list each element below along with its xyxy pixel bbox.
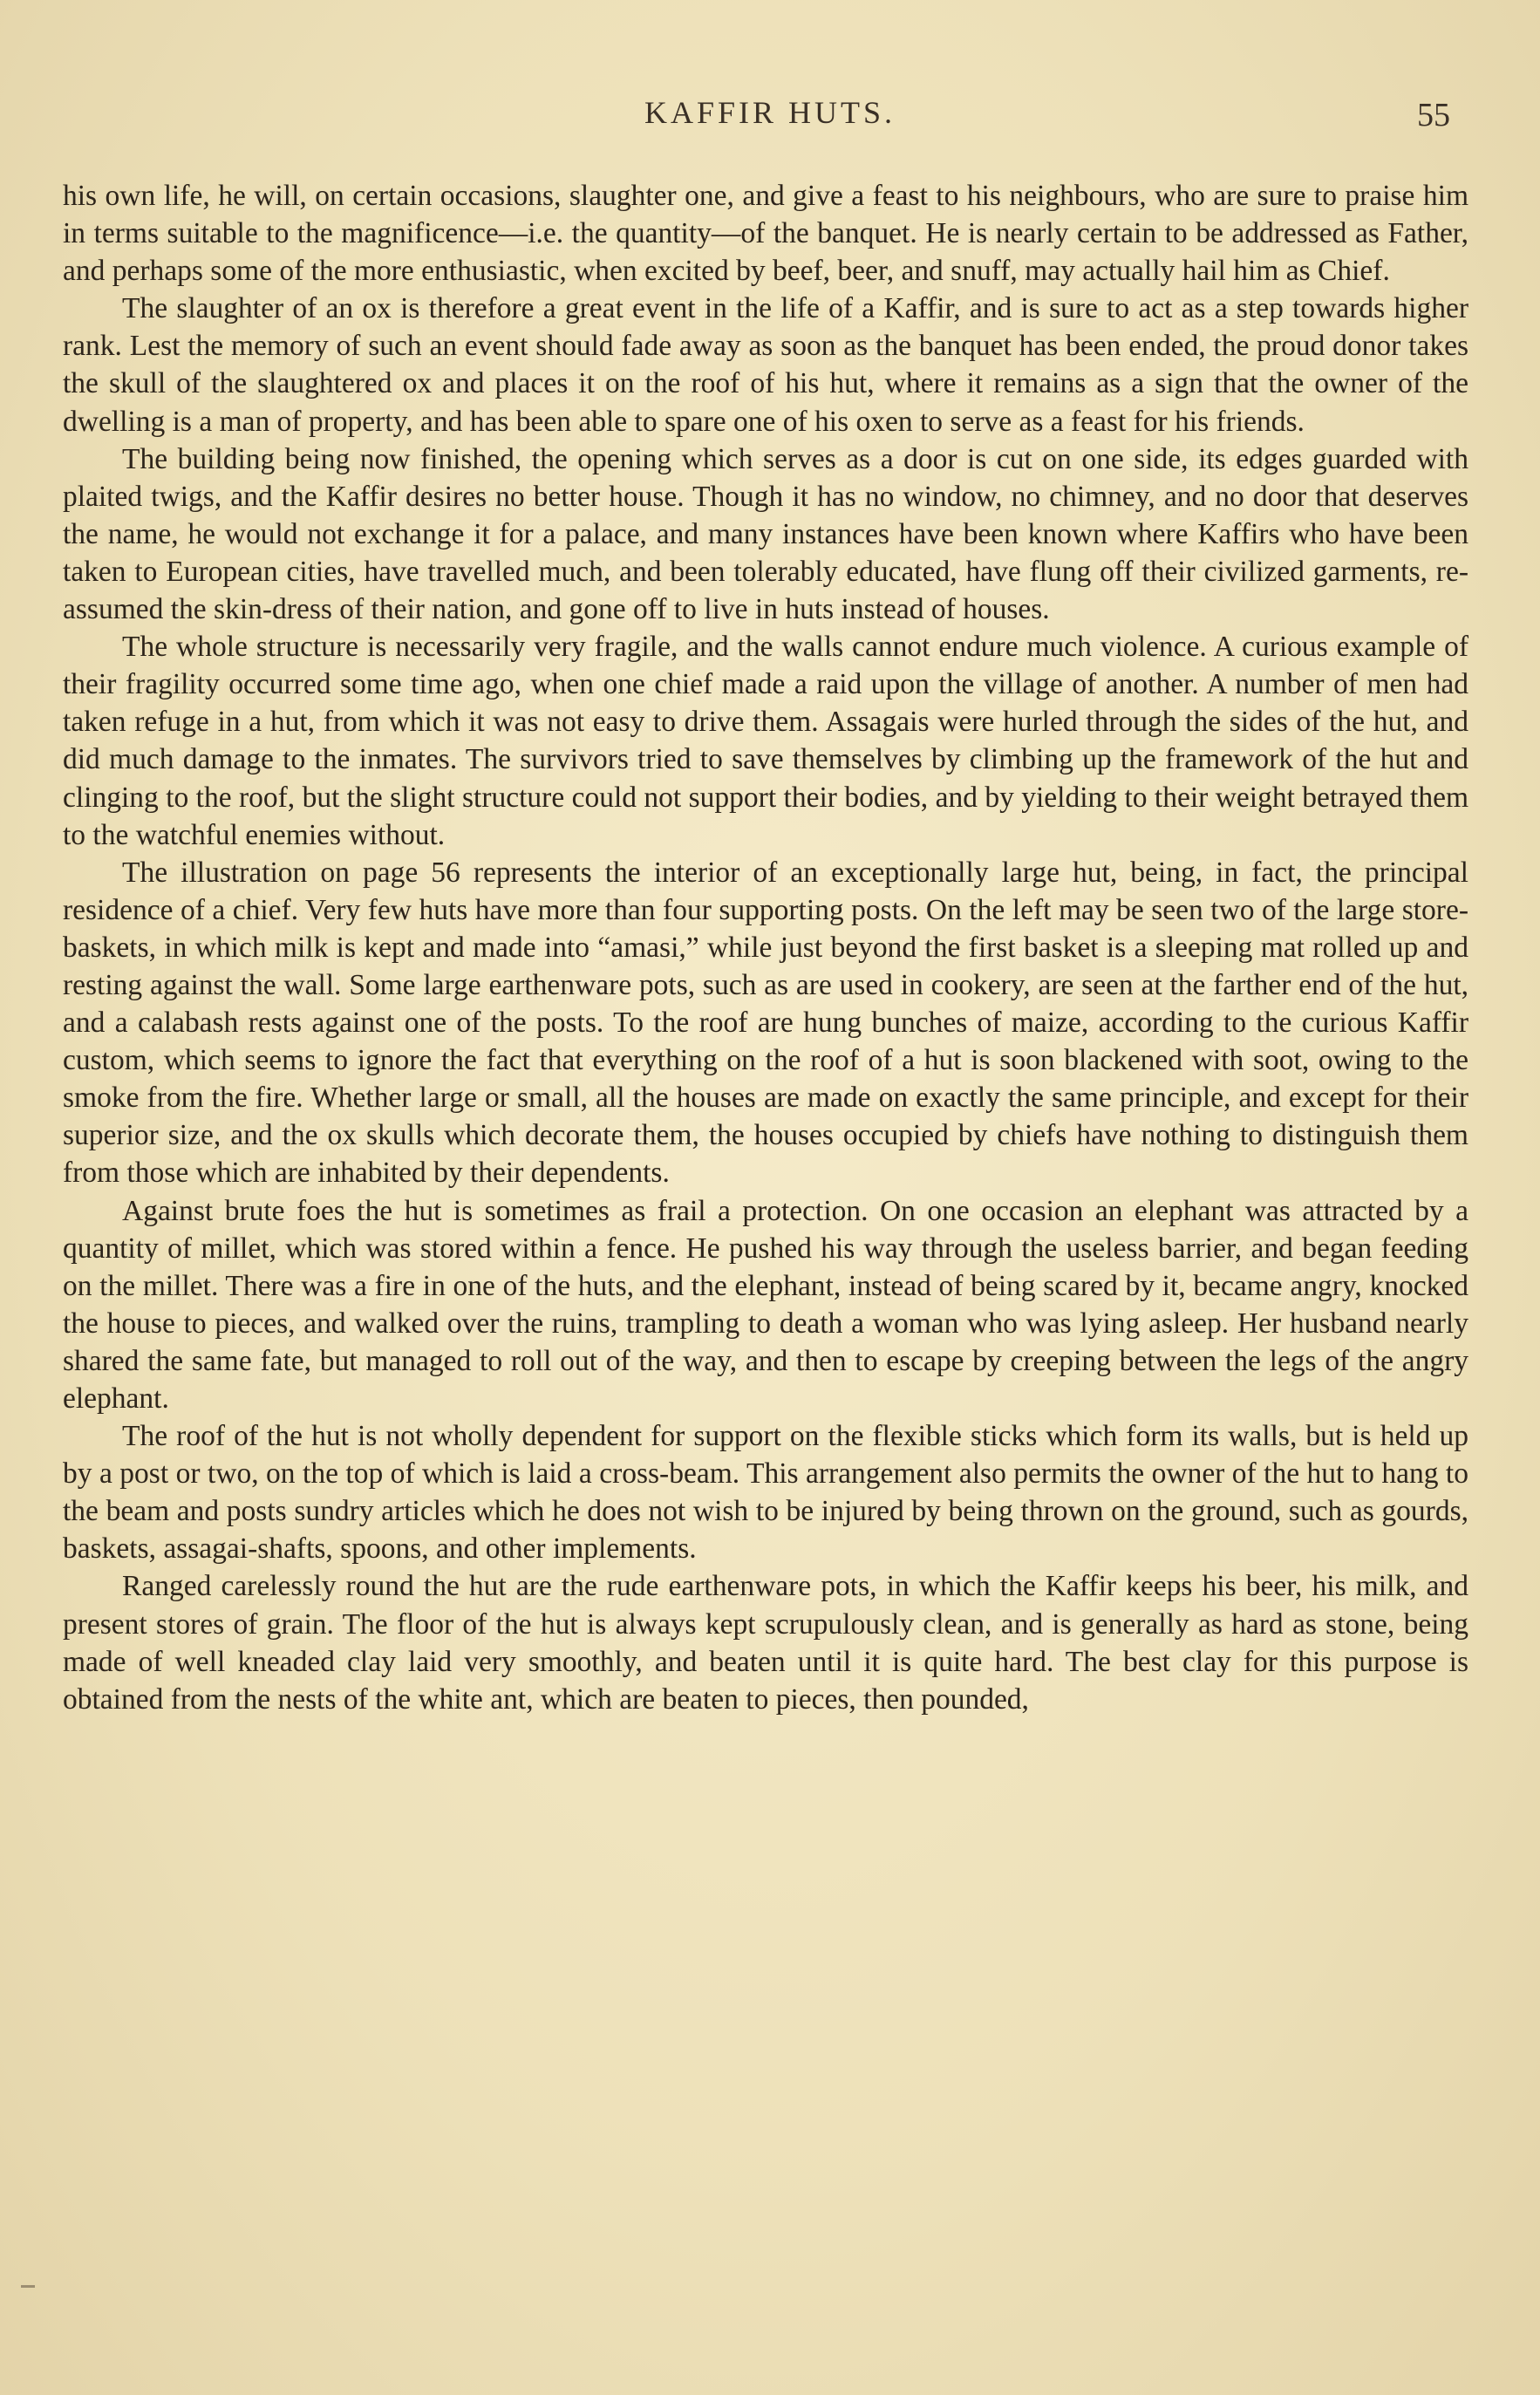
paragraph: The illustration on page 56 represents the interior of an exceptionally large hut, being, in fact, the principal residence of a chief. Very few huts have more than four supporting posts. On the left may be seen two of the large store-baskets, in which milk is kept and made into “amasi,” while just beyond the first basket is a sleeping mat rolled up and resting against the wall. Some large earthenware pots, such as are used in cookery, are seen at the farther end of the hut, and a calabash rests against one of the posts. To the roof are hung bunches of maize, according to the curious Kaffir custom, which seems to ignore the fact that everything on the roof of a hut is soon blackened with soot, owing to the smoke from the fire. Whether large or small, all the houses are made on exactly the same principle, and except for their superior size, and the ox skulls which decorate them, the houses occupied by chiefs have nothing to distinguish them from those which are inhabited by their dependents. (63, 856, 1468, 1190)
paragraph: Ranged carelessly round the hut are the rude earthenware pots, in which the Kaffir keeps his beer, his milk, and present stores of grain. The floor of the hut is always kept scrupulously clean, and is generally as hard as stone, being made of well kneaded clay laid very smoothly, and beaten until it is quite hard. The best clay for this purpose is obtained from the nests of the white ant, which are beaten to pieces, then pounded, (63, 1570, 1468, 1716)
body-text (63, 177, 1468, 1718)
paragraph: The building being now finished, the opening which serves as a door is cut on one side, its edges guarded with plaited twigs, and the Kaffir desires no better house. Though it has no window, no chimney, and no door that deserves the name, he would not exchange it for a palace, and many instances have been known where Kaffirs who have been taken to European cities, have travelled much, and been tolerably educated, have flung off their civilized garments, re-assumed the skin-dress of their nation, and gone off to live in huts instead of houses. (63, 442, 1468, 626)
paragraph: The slaughter of an ox is therefore a great event in the life of a Kaffir, and is sure to act as a step towards higher rank. Lest the memory of such an event should fade away as soon as the banquet has been ended, the proud donor takes the skull of the slaughtered ox and places it on the roof of his hut, where it remains as a sign that the owner of the dwelling is a man of property, and has been able to spare one of his oxen to serve as a feast for his friends. (63, 292, 1468, 438)
print-mark (21, 2285, 35, 2288)
page-number: 55 (1417, 97, 1450, 133)
running-title: KAFFIR HUTS. (644, 95, 896, 130)
page-header (0, 94, 1540, 147)
paragraph: Against brute foes the hut is sometimes as frail a protection. On one occasion an elephant was attracted by a quantity of millet, which was stored within a fence. He pushed his way through the useless barrier, and began feeding on the millet. There was a fire in one of the huts, and the elephant, instead of being scared by it, became angry, knocked the house to pieces, and walked over the ruins, trampling to death a woman who was lying asleep. Her husband nearly shared the same fate, but managed to roll out of the way, and then to escape by creeping between the legs of the angry elephant. (63, 1194, 1468, 1415)
paragraph: The roof of the hut is not wholly dependent for support on the flexible sticks which form its walls, but is held up by a post or two, on the top of which is laid a cross-beam. This arrangement also permits the owner of the hut to hang to the beam and posts sundry articles which he does not wish to be injured by being thrown on the ground, such as gourds, baskets, assagai-shafts, spoons, and other implements. (63, 1420, 1468, 1566)
paragraph: The whole structure is necessarily very fragile, and the walls cannot endure much violence. A curious example of their fragility occurred some time ago, when one chief made a raid upon the village of another. A number of men had taken refuge in a hut, from which it was not easy to drive them. Assagais were hurled through the sides of the hut, and did much damage to the inmates. The survivors tried to save themselves by climbing up the framework of the hut and clinging to the roof, but the slight structure could not support their bodies, and by yielding to their weight betrayed them to the watchful enemies without. (63, 631, 1468, 851)
paragraph: his own life, he will, on certain occasions, slaughter one, and give a feast to his neighbours, who are sure to praise him in terms suitable to the magnificence—i.e. the quantity—of the banquet. He is nearly certain to be addressed as Father, and perhaps some of the more enthusiastic, when excited by beef, beer, and snuff, may actually hail him as Chief. (63, 180, 1468, 288)
